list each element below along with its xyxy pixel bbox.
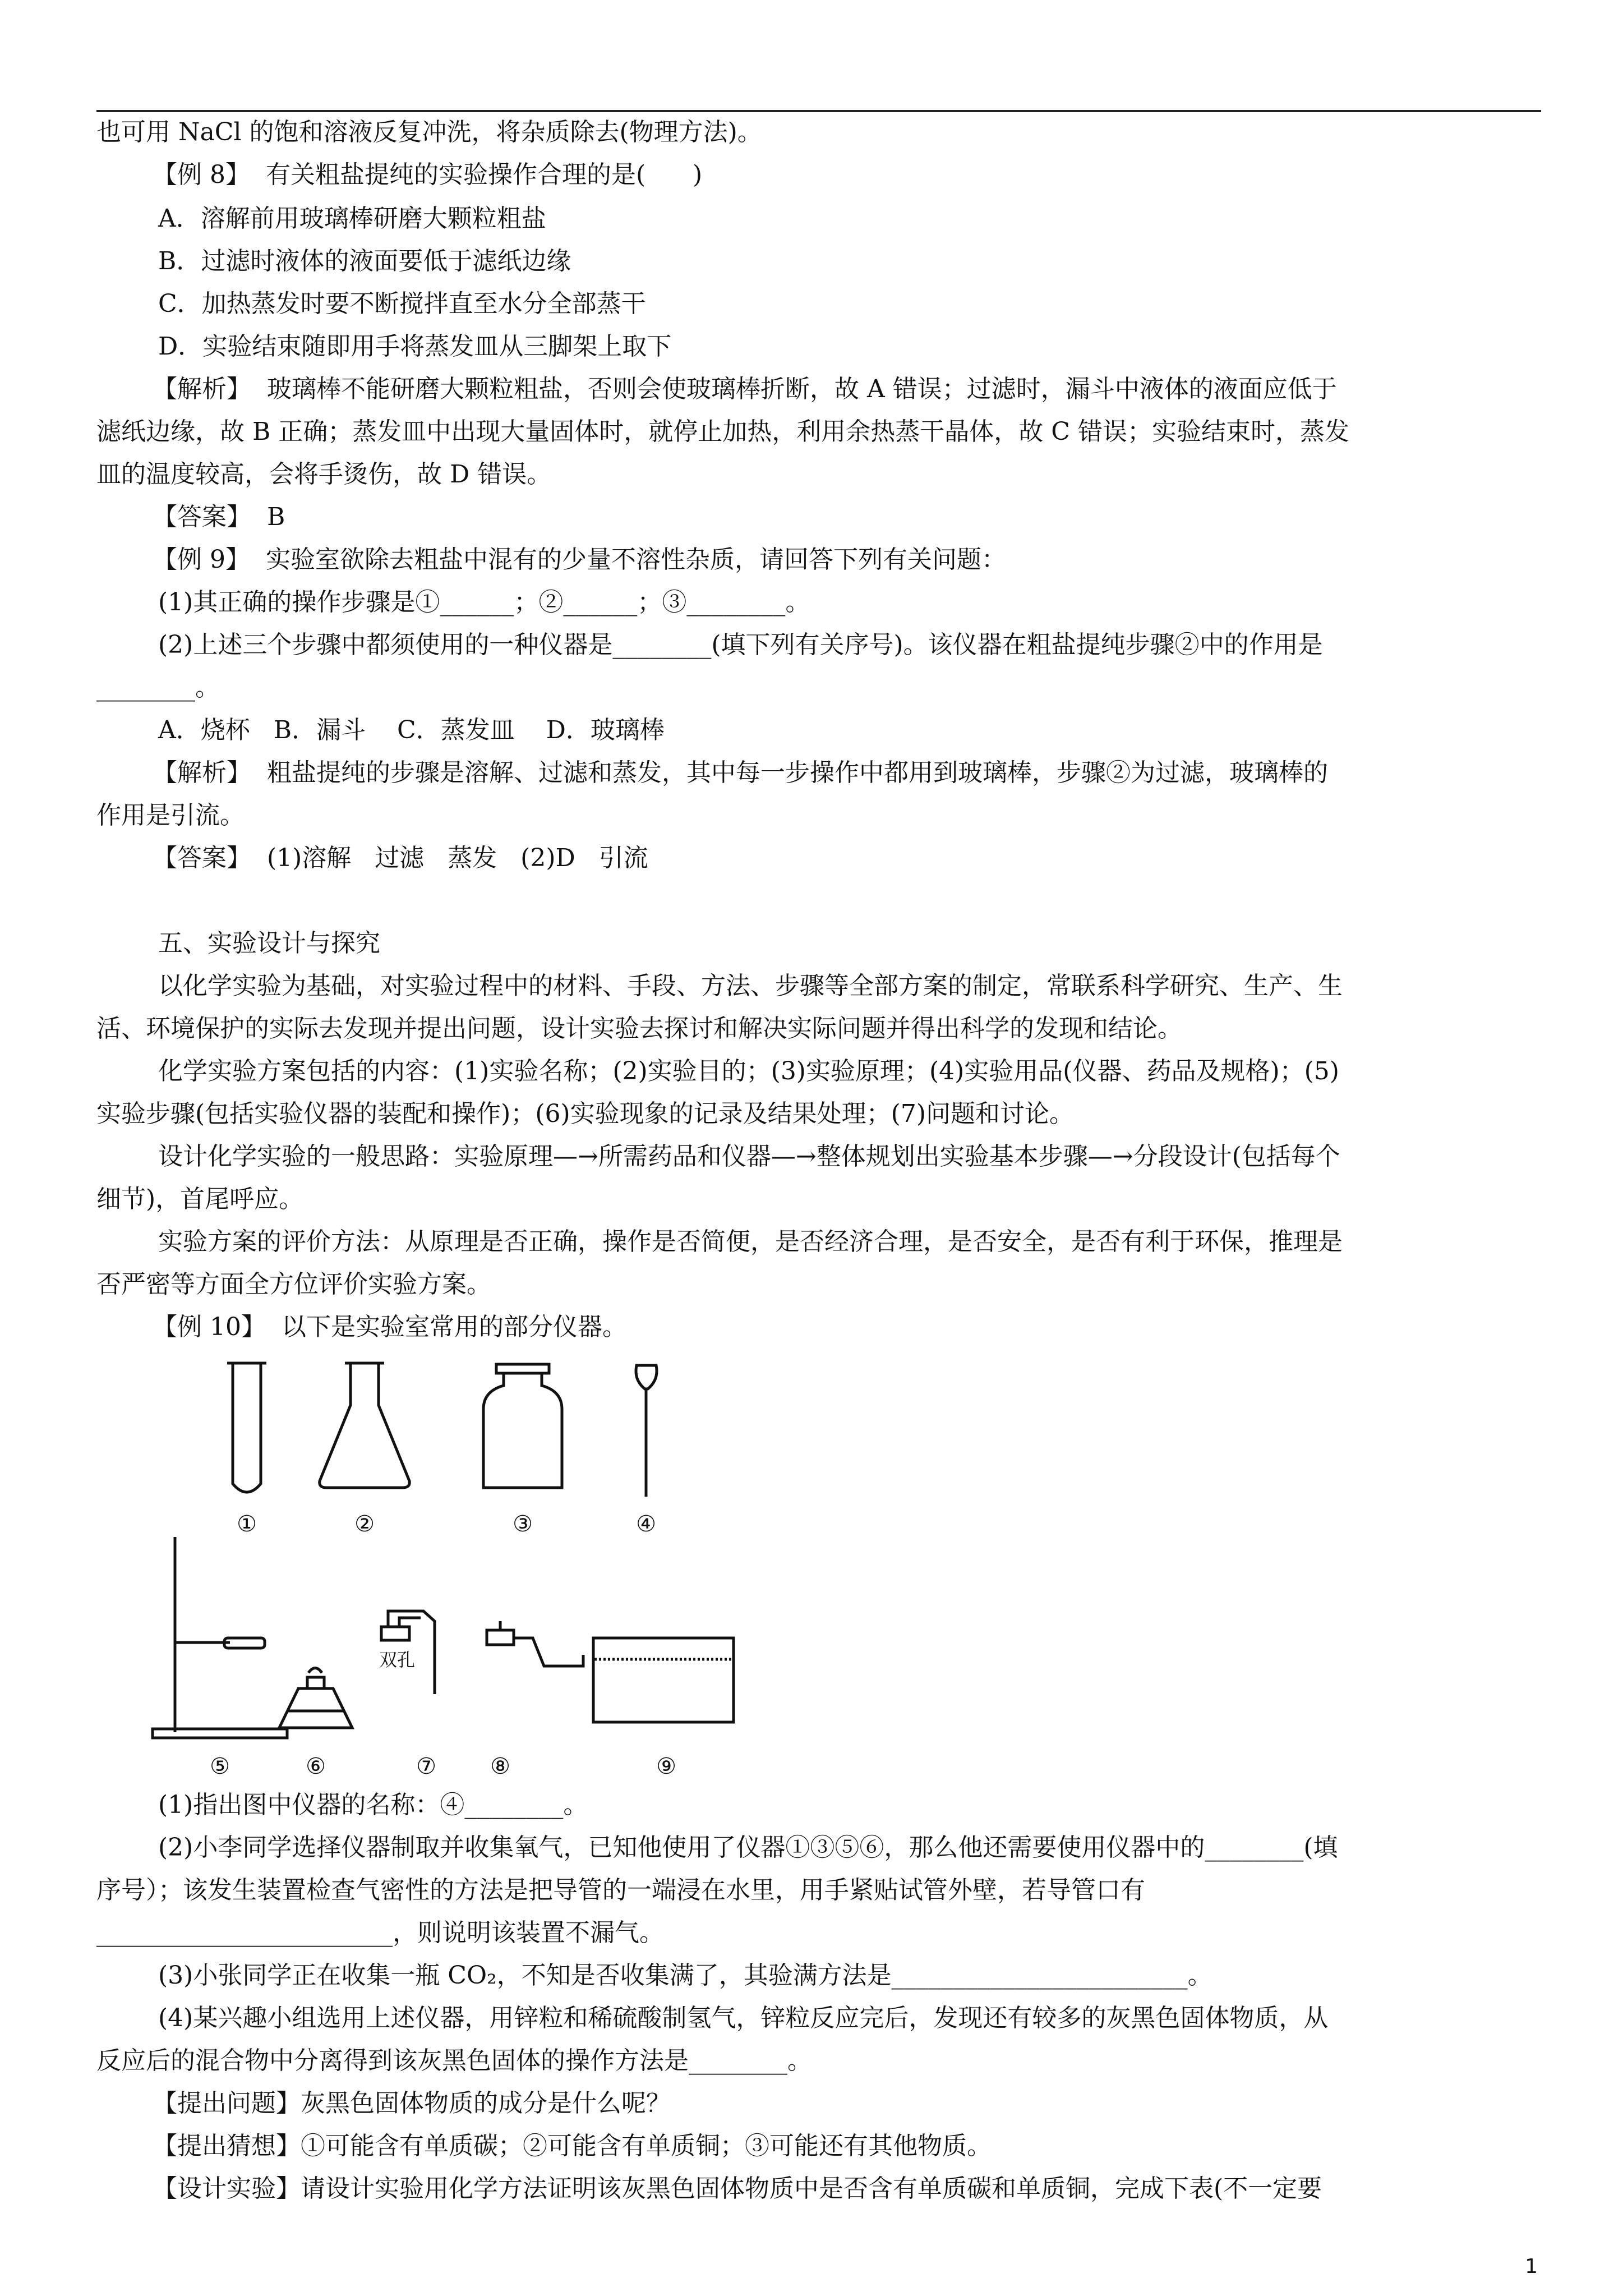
question-line: ________。	[96, 673, 220, 702]
example-heading: 【例 10】 以下是实验室常用的部分仪器。	[153, 1313, 627, 1341]
analysis-line: 皿的温度较高，会将手烫伤，故 D 错误。	[96, 460, 552, 489]
label-1: ①	[237, 1511, 257, 1537]
alcohol-lamp-icon	[279, 1668, 352, 1728]
inquiry-line: 【提出猜想】①可能含有单质碳；②可能含有单质铜；③可能还有其他物质。	[153, 2132, 992, 2160]
question-line: 反应后的混合物中分离得到该灰黑色固体的操作方法是________。	[96, 2046, 812, 2075]
option-c: C．加热蒸发时要不断搅拌直至水分全部蒸干	[158, 289, 646, 318]
option-b: B．过滤时液体的液面要低于滤纸边缘	[158, 247, 571, 275]
paragraph-line: 否严密等方面全方位评价实验方案。	[96, 1270, 491, 1299]
question-line: (1)指出图中仪器的名称：④________。	[158, 1791, 588, 1819]
label-6: ⑥	[306, 1754, 326, 1778]
label-3: ③	[513, 1511, 533, 1537]
label-8: ⑧	[490, 1754, 510, 1778]
conical-flask-icon	[320, 1363, 410, 1488]
double-hole-label: 双孔	[379, 1649, 416, 1671]
long-neck-funnel-icon	[636, 1365, 657, 1497]
paragraph-line: 以化学实验为基础，对实验过程中的材料、手段、方法、步骤等全部方案的制定，常联系科学研究、生产、生	[158, 972, 1343, 1000]
label-2: ②	[354, 1511, 375, 1537]
analysis-line: 【解析】 玻璃棒不能研磨大颗粒粗盐，否则会使玻璃棒折断，故 A 错误；过滤时，漏斗中液体的液面应低于	[153, 375, 1337, 403]
answer-line: 【答案】 B	[153, 503, 285, 531]
paragraph-line: 活、环境保护的实际去发现并提出问题，设计实验去探讨和解决实际问题并得出科学的发现和结论。	[96, 1014, 1182, 1043]
inquiry-line: 【设计实验】请设计实验用化学方法证明该灰黑色固体物质中是否含有单质碳和单质铜，完成下表(不一定要	[153, 2174, 1322, 2203]
paragraph-line: 细节)，首尾呼应。	[96, 1185, 304, 1213]
question-line: ________________________，则说明该装置不漏气。	[96, 1918, 664, 1947]
water-trough-icon	[593, 1638, 734, 1722]
choices-line: A．烧杯 B．漏斗 C．蒸发皿 D．玻璃棒	[158, 716, 665, 744]
question-line: (4)某兴趣小组选用上述仪器，用锌粒和稀硫酸制氢气，锌粒反应完后，发现还有较多的灰黑色固体物质，从	[158, 2004, 1329, 2032]
analysis-line: 滤纸边缘，故 B 正确；蒸发皿中出现大量固体时，就停止加热，利用余热蒸干晶体，故 C 错误；实验结束时，蒸发	[96, 417, 1349, 446]
question-line: (2)上述三个步骤中都须使用的一种仪器是________(填下列有关序号)。该仪器在粗盐提纯步骤②中的作用是	[158, 631, 1323, 659]
answer-line: 【答案】 (1)溶解 过滤 蒸发 (2)D 引流	[153, 844, 648, 872]
paragraph-line: 实验步骤(包括实验仪器的装配和操作)；(6)实验现象的记录及结果处理；(7)问题和讨论。	[96, 1099, 1074, 1128]
test-tube-icon	[227, 1363, 266, 1492]
label-5: ⑤	[210, 1754, 230, 1778]
label-9: ⑨	[656, 1754, 676, 1778]
iron-stand-icon	[153, 1537, 287, 1738]
example-heading: 【例 9】 实验室欲除去粗盐中混有的少量不溶性杂质，请回答下列有关问题：	[153, 545, 1006, 574]
analysis-line: 【解析】 粗盐提纯的步骤是溶解、过滤和蒸发，其中每一步操作中都用到玻璃棒，步骤②为过滤，玻璃棒的	[153, 758, 1328, 787]
question-line: (2)小李同学选择仪器制取并收集氧气，已知他使用了仪器①③⑤⑥，那么他还需要使用仪器中的________(填	[158, 1833, 1338, 1862]
option-a: A．溶解前用玻璃棒研磨大颗粒粗盐	[158, 204, 546, 233]
question-line: (1)其正确的操作步骤是①______；②______；③________。	[158, 588, 810, 616]
text-line: 也可用 NaCl 的饱和溶液反复冲洗，将杂质除去(物理方法)。	[96, 118, 762, 146]
gas-bottle-icon	[483, 1364, 562, 1488]
paragraph-line: 化学实验方案包括的内容：(1)实验名称；(2)实验目的；(3)实验原理；(4)实验用品(仪器、药品及规格)；(5)	[158, 1057, 1339, 1085]
stopper-bent-tube-icon	[487, 1621, 583, 1666]
paragraph-line: 实验方案的评价方法：从原理是否正确，操作是否简便，是否经济合理，是否安全，是否有利于环保，推理是	[158, 1227, 1343, 1256]
header-rule	[96, 110, 1541, 112]
question-line: 序号）；该发生装置检查气密性的方法是把导管的一端浸在水里，用手紧贴试管外壁，若导管口有	[96, 1876, 1145, 1904]
paragraph-line: 设计化学实验的一般思路：实验原理—→所需药品和仪器—→整体规划出实验基本步骤—→分段设计(包括每个	[158, 1142, 1340, 1171]
inquiry-line: 【提出问题】灰黑色固体物质的成分是什么呢？	[153, 2089, 671, 2118]
apparatus-figure	[140, 1352, 785, 1778]
analysis-line: 作用是引流。	[96, 801, 245, 830]
page-number: 1	[1525, 2255, 1538, 2278]
label-7: ⑦	[416, 1754, 436, 1778]
label-4: ④	[636, 1511, 656, 1537]
question-line: (3)小张同学正在收集一瓶 CO₂，不知是否收集满了，其验满方法是________________________。	[158, 1961, 1212, 1990]
example-heading: 【例 8】 有关粗盐提纯的实验操作合理的是( )	[153, 160, 703, 189]
option-d: D．实验结束随即用手将蒸发皿从三脚架上取下	[158, 332, 672, 361]
section-heading: 五、实验设计与探究	[158, 929, 380, 958]
